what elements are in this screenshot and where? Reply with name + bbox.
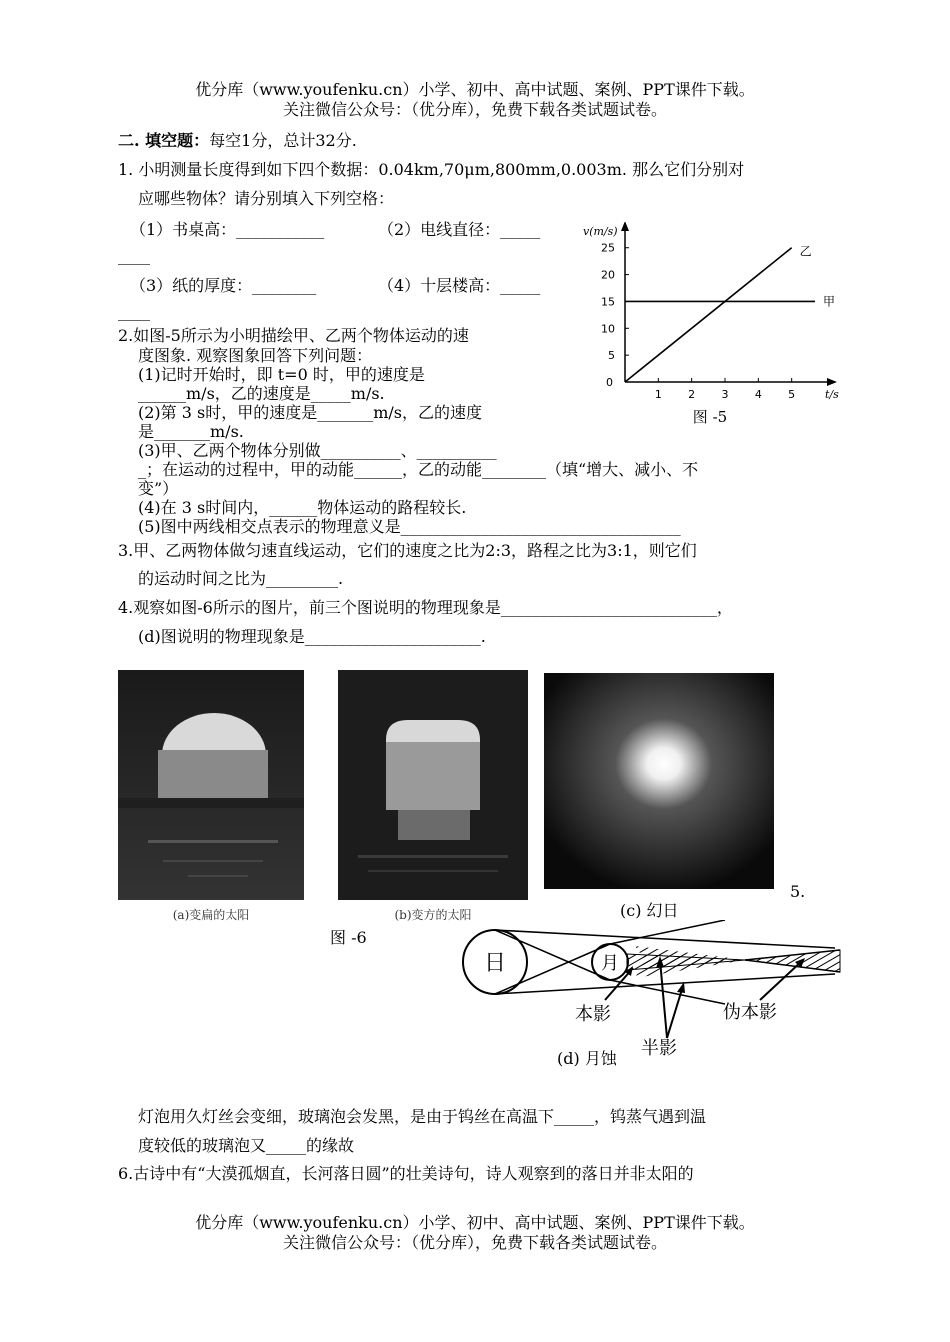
footer-line-2: 关注微信公众号：（优分库），免费下载各类试题试卷。	[282, 1233, 667, 1252]
origin-label: 0	[606, 376, 613, 389]
header-line-2: 关注微信公众号：（优分库），免费下载各类试题试卷。	[282, 100, 667, 119]
q5-number: 5.	[790, 882, 806, 901]
lunar-eclipse-diagram	[455, 920, 845, 1070]
velocity-time-chart	[570, 222, 840, 432]
x-axis-label: t/s	[825, 388, 839, 401]
sun-label: 日	[483, 951, 507, 976]
pseudo-umbra-label: 伪本影	[723, 1002, 777, 1023]
q1-answer-3: （3）纸的厚度：________	[130, 276, 317, 295]
figure-5-caption: 图 -5	[692, 408, 728, 426]
x-tick-label: 4	[754, 388, 762, 401]
q5-line-1: 灯泡用久灯丝会变细，玻璃泡会发黑，是由于钨丝在高温下_____，钨蒸气遇到温	[138, 1107, 707, 1126]
section-title: 二. 填空题：	[118, 131, 210, 150]
q2-line-8: _；在运动的过程中，甲的动能______，乙的动能________（填“增大、减小、不	[138, 460, 699, 479]
q2-line-11: (5)图中两线相交点表示的物理意义是___________________________________	[138, 517, 681, 536]
caption-d: (d) 月蚀	[557, 1049, 617, 1068]
y-tick-label: 5	[608, 349, 615, 363]
section-note: 每空1分，总计32分.	[209, 131, 357, 150]
caption-b: (b)变方的太阳	[394, 908, 472, 922]
umbra-label: 本影	[575, 1004, 611, 1025]
y-tick-label: 20	[601, 268, 615, 282]
q2-line-9: 变”）	[138, 479, 179, 498]
q1-answer-4-cont: ____	[118, 302, 150, 321]
q4-line-1: 4.观察如图-6所示的图片，前三个图说明的物理现象是___________________________，	[118, 598, 733, 617]
q2-line-10: (4)在 3 s时间内，______物体运动的路程较长.	[138, 498, 467, 517]
section-heading	[118, 130, 357, 152]
x-tick-label: 1	[654, 388, 662, 401]
q3-line-2: 的运动时间之比为_________.	[138, 569, 344, 588]
q1-line-2: 应哪些物体？请分别填入下列空格：	[138, 189, 395, 208]
q2-line-7: (3)甲、乙两个物体分别做__________、__________	[138, 441, 497, 460]
figure-6-label: 图 -6	[330, 928, 367, 947]
q6-line-1: 6.古诗中有“大漠孤烟直，长河落日圆”的壮美诗句，诗人观察到的落日并非太阳的	[118, 1164, 694, 1183]
q2-line-3: (1)记时开始时，即 t=0 时，甲的速度是	[138, 365, 425, 384]
header-line-1: 优分库（www.youfenku.cn）小学、初中、高中试题、案例、PPT课件下载。	[195, 80, 755, 99]
x-tick-label: 3	[721, 388, 729, 401]
q1-line-1: 1. 小明测量长度得到如下四个数据：0.04km,70μm,800mm,0.003m. 那么它们分别对	[118, 160, 745, 179]
q2-line-2: 度图象. 观察图象回答下列问题：	[138, 346, 373, 365]
y-tick-label: 15	[601, 295, 615, 309]
series-line-2	[625, 248, 792, 382]
q4-line-2: (d)图说明的物理现象是______________________.	[138, 627, 486, 646]
x-tick-label: 5	[788, 388, 796, 401]
q2-line-1: 2.如图-5所示为小明描绘甲、乙两个物体运动的速	[118, 326, 469, 345]
moon-label: 月	[601, 953, 619, 974]
series-label-1: 甲	[823, 294, 836, 309]
q1-answer-4: （4）十层楼高：_____	[378, 276, 541, 295]
y-axis-arrow	[621, 222, 629, 231]
q1-answer-1: （1）书桌高：___________	[130, 220, 325, 239]
series-label-2: 乙	[799, 244, 812, 259]
flattened-sun-photo	[118, 670, 304, 900]
q2-line-6: 是_______m/s.	[138, 422, 244, 441]
mock-sun-photo	[544, 673, 774, 889]
q2-line-4: ______m/s，乙的速度是_____m/s.	[138, 384, 385, 403]
y-axis-label: v(m/s)	[583, 225, 618, 238]
caption-a: (a)变扁的太阳	[172, 908, 250, 922]
penumbra-label: 半影	[641, 1038, 677, 1059]
footer-line-1: 优分库（www.youfenku.cn）小学、初中、高中试题、案例、PPT课件下载。	[195, 1213, 755, 1232]
x-axis-arrow	[827, 378, 837, 386]
caption-c: (c) 幻日	[620, 901, 679, 920]
square-sun-photo	[338, 670, 528, 900]
q2-line-5: (2)第 3 s时，甲的速度是_______m/s，乙的速度	[138, 403, 483, 422]
x-tick-label: 2	[688, 388, 696, 401]
y-tick-label: 25	[601, 241, 615, 255]
q5-line-2: 度较低的玻璃泡又_____的缘故	[138, 1136, 355, 1155]
q1-answer-2: （2）电线直径：_____	[378, 220, 541, 239]
q1-answer-2-cont: ____	[118, 246, 150, 265]
q3-line-1: 3.甲、乙两物体做匀速直线运动，它们的速度之比为2:3，路程之比为3:1，则它们	[118, 541, 697, 560]
y-tick-label: 10	[601, 322, 615, 336]
